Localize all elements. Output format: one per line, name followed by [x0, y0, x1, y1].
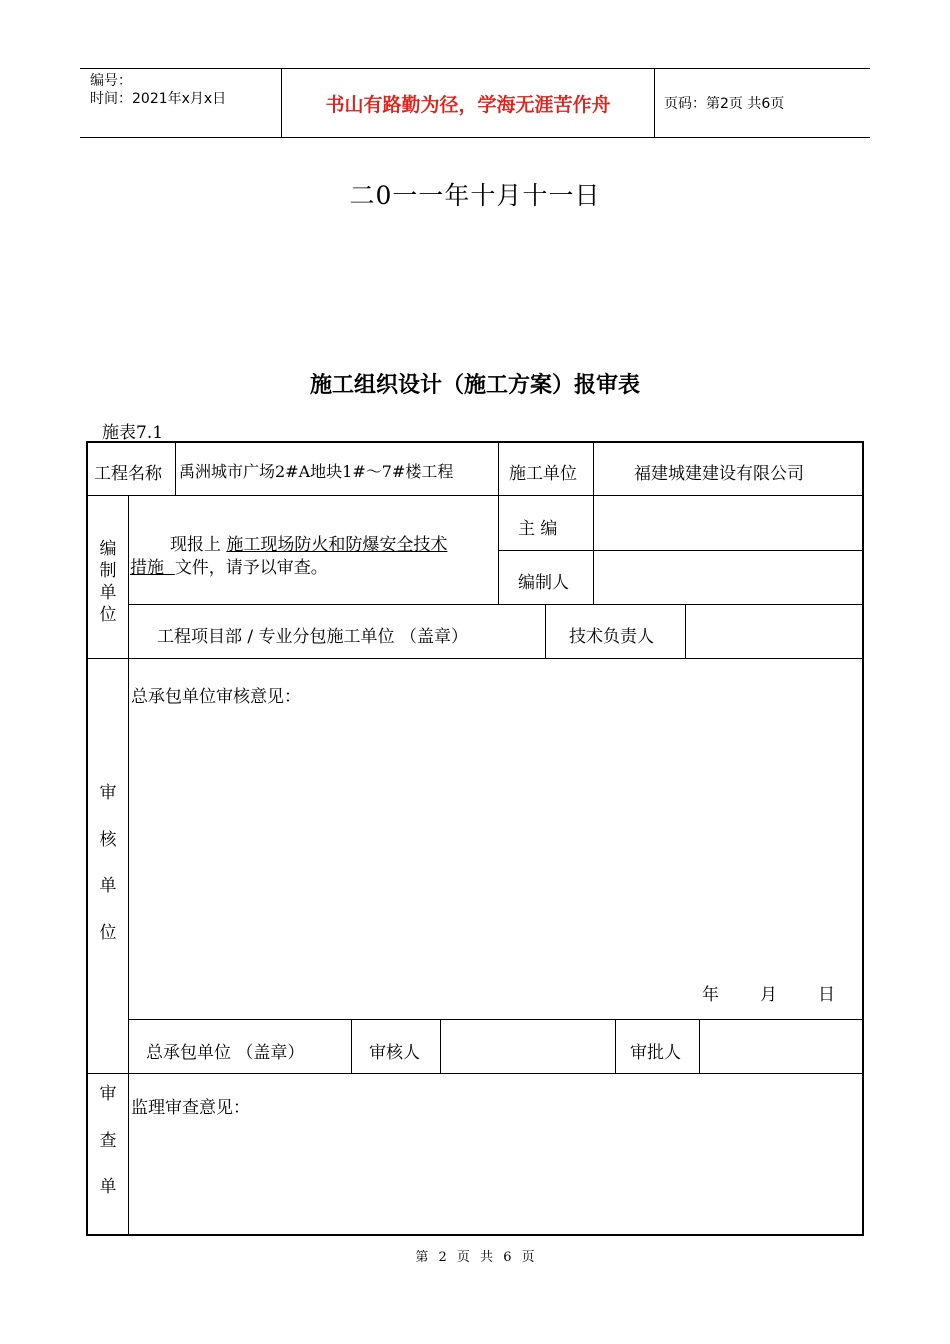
submission-suffix: 文件，请予以审查。 — [174, 558, 328, 578]
col-divider — [498, 443, 499, 604]
submission-text-continued — [130, 553, 328, 578]
header-meta — [80, 69, 280, 137]
compile-unit-char: 单 — [99, 583, 117, 603]
col-divider — [440, 1019, 441, 1073]
compile-unit-char: 制 — [99, 561, 117, 581]
compile-unit-char: 位 — [99, 605, 117, 625]
submission-text — [170, 530, 447, 555]
contractor-value: 福建城建建设有限公司 — [634, 464, 804, 484]
gc-date-day: 日 — [818, 985, 835, 1005]
col-divider — [615, 1019, 616, 1073]
col-divider — [175, 443, 176, 495]
compile-unit-char: 编 — [99, 539, 117, 559]
review-unit-char: 核 — [99, 830, 117, 850]
inspect-unit-char: 审 — [99, 1084, 117, 1104]
header-page-label: 页码：第2页 共6页 — [664, 96, 785, 112]
submission-document-line1: 施工现场防火和防爆安全技术 — [226, 535, 448, 555]
document-header — [80, 68, 870, 138]
col-divider — [699, 1019, 700, 1073]
col-divider — [685, 604, 686, 658]
inspect-unit-char: 单 — [99, 1177, 117, 1197]
col-divider — [593, 443, 594, 604]
page-footer: 第 2 页 共 6 页 — [415, 1250, 535, 1265]
document-number-label: 编号： — [90, 73, 132, 89]
col-divider — [351, 1019, 352, 1073]
row-divider — [88, 495, 862, 496]
compiler-label: 编制人 — [518, 573, 569, 593]
row-divider — [88, 658, 862, 659]
approver-label: 审批人 — [630, 1043, 681, 1063]
submission-document-line2: 措施 — [130, 558, 164, 578]
row-divider — [128, 604, 862, 605]
gc-date-month: 月 — [760, 985, 777, 1005]
project-name-value: 禹洲城市广场2#A地块1#～7#楼工程 — [179, 462, 454, 481]
contractor-label: 施工单位 — [509, 464, 577, 484]
header-motto: 书山有路勤为径，学海无涯苦作舟 — [281, 69, 655, 137]
supervision-opinion-label: 监理审查意见： — [131, 1098, 250, 1118]
inspect-unit-char: 查 — [99, 1131, 117, 1151]
tech-lead-label: 技术负责人 — [569, 627, 654, 647]
chief-editor-label: 主 编 — [518, 519, 558, 539]
gc-unit-label: 总承包单位 （盖章） — [146, 1043, 305, 1063]
row-divider — [128, 1019, 862, 1020]
document-time-label: 时间：2021年x月x日 — [90, 91, 227, 107]
review-unit-char: 单 — [99, 876, 117, 896]
form-title: 施工组织设计（施工方案）报审表 — [309, 373, 640, 398]
project-name-label: 工程名称 — [94, 464, 162, 484]
col-divider — [128, 495, 129, 1234]
date-line: 二0一一年十月十一日 — [349, 181, 601, 210]
review-form-table — [86, 441, 864, 1236]
form-number: 施表7.1 — [102, 423, 164, 443]
review-unit-char: 位 — [99, 923, 117, 943]
col-divider — [545, 604, 546, 658]
gc-opinion-label: 总承包单位审核意见： — [131, 687, 301, 707]
review-unit-char: 审 — [99, 783, 117, 803]
project-dept-label: 工程项目部 / 专业分包施工单位 （盖章） — [157, 627, 468, 647]
gc-date-year: 年 — [702, 985, 719, 1005]
row-divider — [88, 1073, 862, 1074]
row-divider — [498, 550, 862, 551]
reviewer-label: 审核人 — [369, 1043, 420, 1063]
submission-prefix: 现报上 — [170, 535, 221, 555]
